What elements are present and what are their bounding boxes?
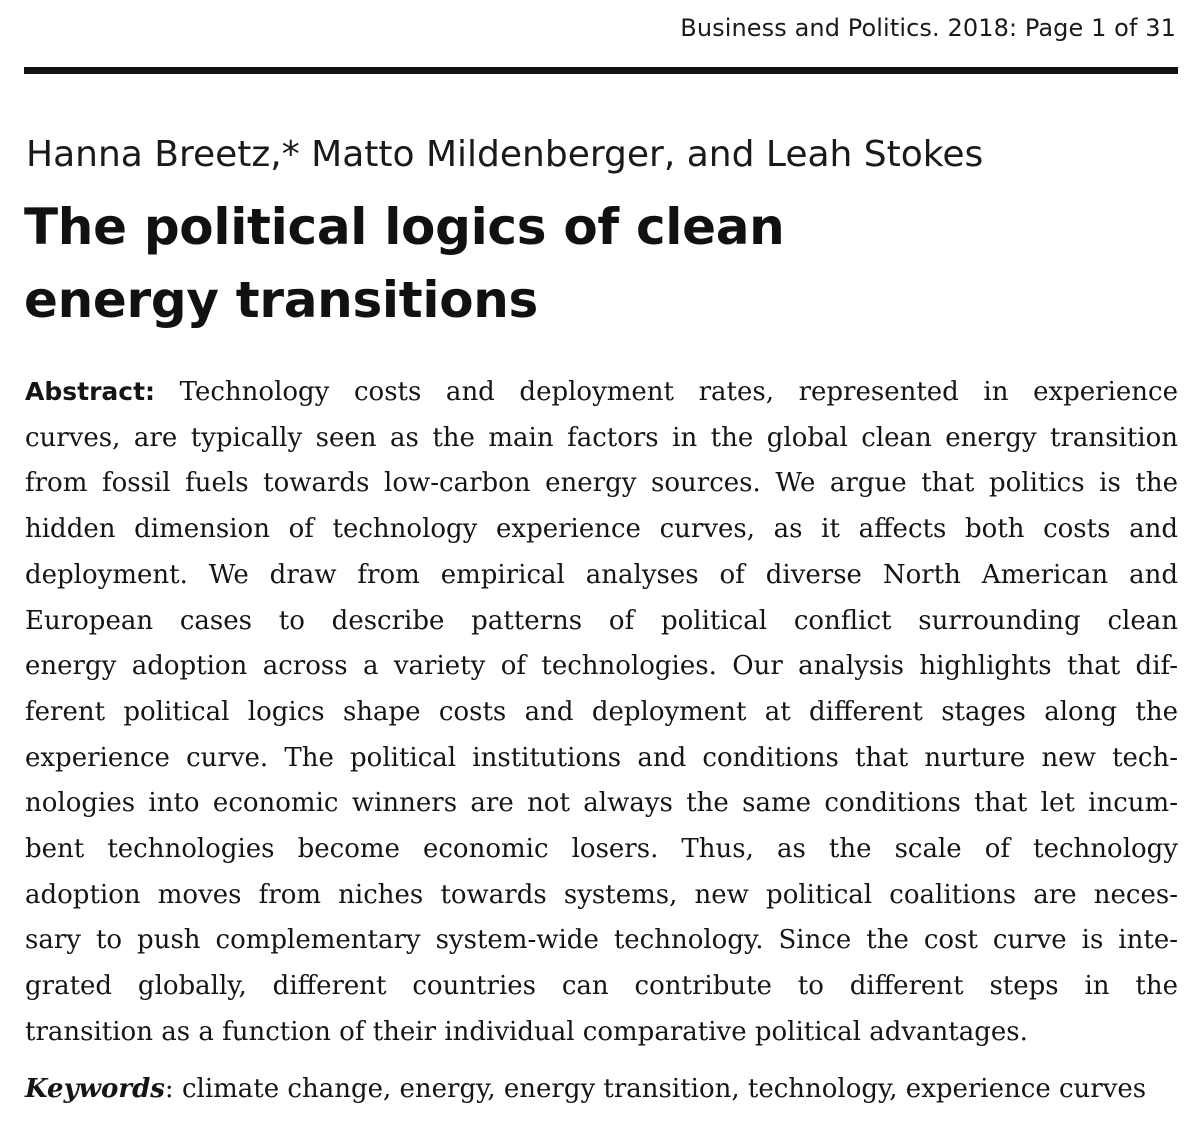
abstract-line-text: Technology costs and deployment rates, represented in experience <box>155 377 1178 407</box>
title-line: The political logics of clean <box>24 198 785 256</box>
header-rule <box>24 67 1178 74</box>
abstract-line: European cases to describe patterns of political conflict surrounding clean <box>25 605 1178 636</box>
article-title <box>24 191 784 337</box>
abstract-line: adoption moves from niches towards systems, new political coalitions are neces- <box>25 879 1178 910</box>
abstract-line <box>25 369 1178 416</box>
abstract-line: sary to push complementary system-wide technology. Since the cost curve is inte- <box>25 925 1178 956</box>
abstract-line: hidden dimension of technology experience curves, as it affects both costs and <box>25 514 1178 545</box>
abstract-line: grated globally, different countries can contribute to different steps in the <box>25 971 1178 1002</box>
abstract-line: transition as a function of their individual comparative political advantages. <box>25 1016 1028 1047</box>
abstract-line: deployment. We draw from empirical analyses of diverse North American and <box>25 559 1178 590</box>
keywords-colon: : <box>164 1074 174 1104</box>
running-head: Business and Politics. 2018: Page 1 of 31 <box>680 14 1176 42</box>
abstract-line: experience curve. The political institutions and conditions that nurture new tech- <box>25 742 1178 773</box>
keywords-label: Keywords <box>25 1074 165 1104</box>
abstract-line: nologies into economic winners are not always the same conditions that let incum- <box>25 788 1178 819</box>
abstract-line: curves, are typically seen as the main factors in the global clean energy transition <box>25 422 1178 453</box>
authors: Hanna Breetz,* Matto Mildenberger, and Leah Stokes <box>26 134 984 175</box>
title-line: energy transitions <box>24 271 539 329</box>
abstract-line: energy adoption across a variety of technologies. Our analysis highlights that dif- <box>25 651 1178 682</box>
abstract-label: Abstract: <box>25 377 156 406</box>
abstract <box>25 369 1178 1056</box>
abstract-line: bent technologies become economic losers. Thus, as the scale of technology <box>25 834 1178 865</box>
abstract-line: from fossil fuels towards low-carbon energy sources. We argue that politics is the <box>25 468 1178 499</box>
keywords-text: climate change, energy, energy transition, technology, experience curves <box>173 1074 1147 1104</box>
keywords <box>25 1074 1146 1104</box>
abstract-line: ferent political logics shape costs and deployment at different stages along the <box>25 696 1178 727</box>
